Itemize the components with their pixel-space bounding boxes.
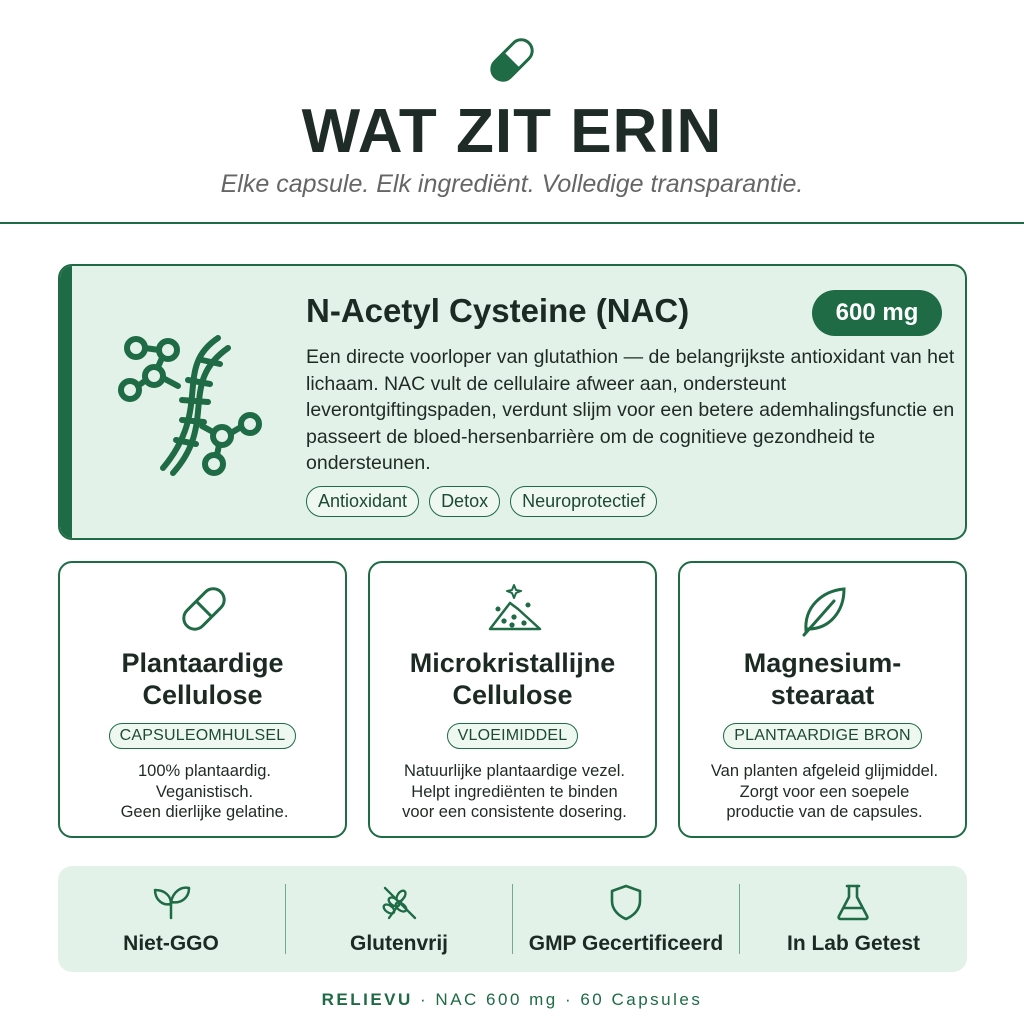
feature-label: GMP Gecertificeerd [528, 932, 724, 955]
ingredient-card-cellulose [58, 561, 347, 838]
feature-label: Niet-GGO [123, 932, 219, 955]
benefit-tags [306, 486, 657, 517]
tag-detox: Detox [429, 486, 500, 517]
ingredient-card-microcrystalline [368, 561, 657, 838]
powder-pile-icon [484, 579, 544, 639]
product-summary: · NAC 600 mg · 60 Capsules [412, 990, 703, 1009]
sprout-icon [151, 882, 191, 922]
capsule-icon [484, 32, 540, 88]
hero-accent-bar [60, 266, 72, 538]
leaf-icon [794, 579, 854, 639]
ingredient-role-pill: PLANTAARDIGE BRON [723, 723, 921, 749]
ingredient-title: Microkristallijne Cellulose [409, 648, 616, 710]
tag-neuroprotective: Neuroprotectief [510, 486, 657, 517]
header-divider [0, 222, 1024, 224]
ingredient-description: Van planten afgeleid glijmiddel. Zorgt voor een soepele productie van de capsules. [710, 762, 939, 821]
feature-gmp [513, 866, 739, 972]
hero-ingredient-name: N-Acetyl Cysteine (NAC) [306, 292, 690, 329]
ingredient-description: Natuurlijke plantaardige vezel. Helpt ingrediënten te binden voor een consistente dosering. [402, 762, 627, 821]
page-subtitle: Elke capsule. Elk ingrediënt. Volledige transparantie. [220, 170, 804, 198]
hero-description: Een directe voorloper van glutathion — de belangrijkste antioxidant van het lichaam. NAC vult de cellulaire afweer aan, ondersteunt leverontgiftingspaden, verdunt slijm voor een betere ademhalingsfunctie en passeert de bloed-hersenbarrière om de cognitieve gezondheid te ondersteunen. [306, 346, 955, 474]
tag-antioxidant: Antioxidant [306, 486, 419, 517]
capsule-icon [174, 579, 234, 639]
wheat-crossed-icon [379, 882, 419, 922]
ingredient-title: Magnesium- stearaat [743, 648, 902, 710]
feature-lab-tested [740, 866, 967, 972]
shield-icon [606, 882, 646, 922]
footer-product-line [0, 990, 1024, 1010]
hero-ingredient-card [58, 264, 967, 540]
flask-icon [833, 882, 873, 922]
ingredient-title: Plantaardige Cellulose [121, 648, 284, 710]
feature-label: Glutenvrij [349, 932, 449, 955]
page-title: WAT ZIT ERIN [301, 97, 723, 166]
feature-gluten-free [286, 866, 512, 972]
features-bar [58, 866, 967, 972]
ingredient-card-magnesium-stearate [678, 561, 967, 838]
ingredient-role-pill: VLOEIMIDDEL [447, 723, 579, 749]
dosage-badge: 600 mg [812, 290, 942, 336]
feature-label: In Lab Getest [786, 932, 921, 955]
brand-name: RELIEVU [321, 990, 413, 1009]
feature-non-gmo [58, 866, 284, 972]
ingredient-description: 100% plantaardig. Veganistisch. Geen dierlijke gelatine. [120, 762, 289, 821]
dna-molecule-icon [118, 328, 268, 478]
ingredient-role-pill: CAPSULEOMHULSEL [109, 723, 297, 749]
